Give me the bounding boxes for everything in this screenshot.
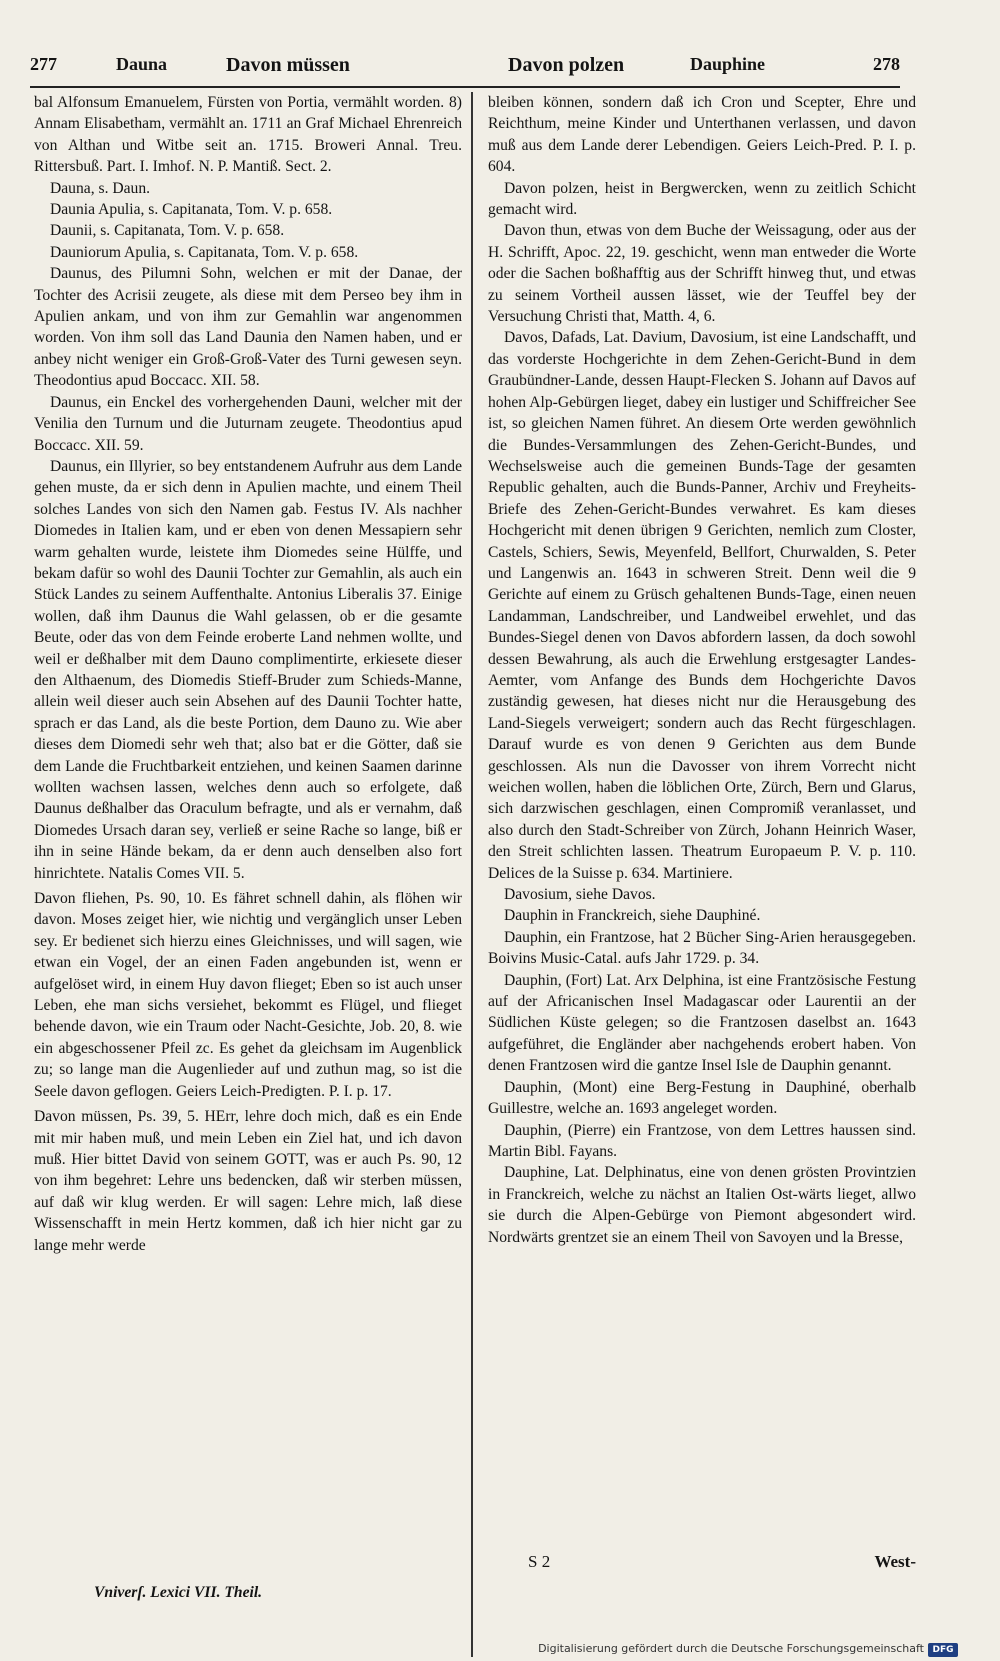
catchword-left: Davon müssen [226, 54, 350, 76]
entry-paragraph: Davon müssen, Ps. 39, 5. HErr, lehre doch mich, daß es ein Ende mit mir haben muß, und mein Leben ein Ziel hat, und ich davon muß. Hier bittet David von seinem GOTT, was er auch Ps. 90, 12 von ihm begehret: Lehre uns bedencken, daß wir sterben müssen, auf daß wir klug werden. Er will sagen: Lehre mich, laß diese Wissenschafft in mein Hertz kommen, daß ich hier nicht gar zu lange mehr werde [34, 1108, 462, 1254]
entry-paragraph: Dauniorum Apulia, s. Capitanata, Tom. V. p. 658. [50, 243, 359, 261]
entry-paragraph: Dauphin, (Pierre) ein Frantzose, von dem Lettres haussen sind. Martin Bibl. Fayans. [488, 1121, 916, 1160]
entry-paragraph: bal Alfonsum Emanuelem, Fürsten von Portia, vermählt worden. 8) Annam Elisabetham, vermählt an. 1711 an Graf Michael Ehrenreich von Althan und Witbe seit an. 1715. Broweri Annal. Treu. Rittersbuß. Part. I. Imhof. N. P. Mantiß. Sect. 2. [34, 94, 462, 176]
entry-paragraph: Daunia Apulia, s. Capitanata, Tom. V. p. 658. [50, 201, 333, 219]
entry-paragraph: Dauphin in Franckreich, siehe Dauphiné. [504, 907, 761, 925]
column-divider [471, 92, 473, 1657]
catchword-bottom: West- [874, 1552, 916, 1571]
entry-paragraph: Davon fliehen, Ps. 90, 10. Es fähret schnell dahin, als flöhen wir davon. Moses zeiget hier, wie nichtig und vergänglich unser Leben sey. Er bedienet sich hierzu eines Gleichnisses, und will sagen, wie etwan ein Vogel, der an einen Faden angebunden ist, wenn er aufgelöset wird, in einem Huy davon flieget; Eben so ist auch unser Leben, ehe man sichs versiehet, bekommt es Flügel, und flieget behende davon, wie ein Traum oder Nacht-Gesichte, Job. 20, 8. wie ein abgeschossener Pfeil zc. Es gehet da gleichsam im Augenblick zu; so lange man die Augenlieder auf und zuthun mag, so ist die Seele davon geflogen. Geiers Leich-Predigten. P. I. p. 17. [34, 890, 462, 1100]
volume-signature: Vniverſ. Lexici VII. Theil. [94, 1584, 263, 1601]
running-head [30, 48, 900, 84]
entry-paragraph: Davosium, siehe Davos. [504, 886, 656, 904]
header-rule [30, 86, 900, 88]
entry-paragraph: Dauphin, ein Frantzose, hat 2 Bücher Sing-Arien herausgegeben. Boivins Music-Catal. aufs Jahr 1729. p. 34. [488, 928, 916, 968]
entry-paragraph: Daunus, des Pilumni Sohn, welchen er mit der Danae, der Tochter des Acrisii zeugete, als diese mit dem Perseo bey ihm in Apulien ankam, und von ihm zur Gemahlin war angenommen worden. Von ihm soll das Land Daunia den Namen haben, und er anbey nicht weniger ein Groß-Groß-Vater des Turni gewesen seyn. Theodontius apud Boccacc. XII. 58. [34, 265, 462, 390]
entry-paragraph: Daunii, s. Capitanata, Tom. V. p. 658. [50, 222, 285, 240]
right-footer [488, 1552, 916, 1592]
entry-paragraph: Davon thun, etwas von dem Buche der Weissagung, oder aus der H. Schrifft, Apoc. 22, 19. geschicht, wenn man entweder die Worte oder die Sachen boßhafftig aus der Schrifft hinweg thut, und etwas zu seinem Vortheil aussen lässet, wie der Teuffel bey der Versuchung Christi that, Matth. 4, 6. [488, 222, 916, 326]
entry-paragraph: Dauna, s. Daun. [50, 179, 151, 197]
entry-paragraph: Davon polzen, heist in Bergwercken, wenn zu zeitlich Schicht gemacht wird. [488, 179, 916, 219]
entry-paragraph: bleiben können, sondern daß ich Cron und Scepter, Ehre und Reichthum, meine Kinder und Unterthanen verlassen, und davon muß aus dem Lande derer Lebendigen. Geiers Leich-Pred. P. I. p. 604. [488, 94, 916, 176]
entry-paragraph: Dauphin, (Fort) Lat. Arx Delphina, ist eine Frantzösische Festung auf der Africanischen Insel Madagascar oder Laurentii an der Südlichen Küste gelegen; so die Frantzosen daselbst an. 1643 aufgeführet, die Engländer aber nachgehends erobert haben. Von denen Frantzosen wird die gantze Insel Isle de Dauphin genannt. [488, 971, 916, 1075]
entry-paragraph: Davos, Dafads, Lat. Davium, Davosium, ist eine Landschafft, und das vorderste Hochgerichte in dem Zehen-Gericht-Bund in dem Graubündner-Lande, dessen Haupt-Flecken S. Johann auf Davos auf hohen Alp-Gebürgen lieget, dabey ein lustiger und Schiffreicher See ist, so gleichen Namen führet. An diesem Orte werden gewöhnlich die Bundes-Versammlungen des Zehen-Gericht-Bundes, und Wechselsweise auch die gemeinen Bunds-Tage der gesamten Republic gehalten, auch die Bunds-Panner, Archiv und Freyheits-Briefe des Zehen-Gericht-Bundes verwahret. Es kam dieses Hochgericht mit denen übrigen 9 Gerichten, nemlich zum Closter, Castels, Schiers, Sewis, Meyenfeld, Bellfort, Churwalden, S. Peter und Langenwis an. 1643 in schweren Streit. Denn weil die 9 Gerichte auf einem zu Grüsch gehaltenen Bunds-Tage, einen neuen Landamman, Landschreiber, und Landweibel erwehlet, und das Bundes-Siegel denen von Davos abfordern lassen, da doch sowohl dessen Bewahrung, als auch die Erwehlung erstgesagter Landes-Aemter, vom Anfange des Bunds dem Hochgerichte Davos zuständig gewesen, hat dieses nicht nur die Herausgebung des Land-Siegels verweigert; sondern auch das Recht fürgeschlagen. Darauf wurde es von denen 9 Gerichten aus dem Bunde geschlossen. Als nun die Davosser von ihrem Vorrecht nicht weichen wollen, haben die löblichen Orte, Zürch, Bern und Glarus, sich darzwischen geschlagen, einen Compromiß veranlasset, und also durch den Stadt-Schreiber von Zürch, Johann Heinrich Waser, den Streit schlichten lassen. Theatrum Europaeum P. V. p. 110. Delices de la Suisse p. 634. Martiniere. [488, 329, 916, 882]
head-word-left: Dauna [116, 54, 168, 74]
sheet-mark: S 2 [528, 1552, 551, 1571]
right-column [488, 92, 916, 1548]
page-number-left: 277 [30, 54, 57, 74]
page-number-right: 278 [873, 54, 900, 74]
entry-paragraph: Daunus, ein Illyrier, so bey entstandenem Aufruhr aus dem Lande gehen muste, da er sich denn in Apulien machte, und einem Theil solches Landes von sich den Namen gab. Festus IV. Als nachher Diomedes in Italien kam, und er eben von denen Messapiern sehr warm gehalten wurde, leistete ihm Diomedes seine Hülffe, und bekam dafür so wohl des Daunii Tochter zur Gemahlin, als auch ein Stück Landes zu seinem Auffenthalte. Antonius Liberalis 37. Einige wollen, daß ihm Daunus die Wahl gelassen, ob er die gesamte Beute, oder das von dem Feinde eroberte Land nehmen wollte, und weil er deßhalber mit dem Dauno complimentirte, erkiesete dieser den Althaenum, des Diomedis Stieff-Bruder zum Schieds-Manne, allein weil dieser auch sein Absehen auf des Daunii Tochter hatte, sprach er das Land, als die beste Portion, dem Dauno zu. Wie aber dieses dem Diomedi sehr weh that; also bat er die Götter, daß sie dem Lande die Fruchtbarkeit entziehen, und keinen Saamen darinne wollten wachsen lassen, welches denn auch so erfolgete, daß Daunus deßhalber das Oraculum befragte, und als er vernahm, daß Diomedes Ursach daran sey, verließ er seine Rache so lange, biß er ihn in seine Hände bekam, da er denn auch denselben also fort hinrichtete. Natalis Comes VII. 5. [34, 457, 462, 882]
catchword-right: Davon polzen [508, 54, 625, 76]
left-column [34, 92, 462, 1578]
entry-paragraph: Dauphin, (Mont) eine Berg-Festung in Dauphiné, oberhalb Guillestre, welche an. 1693 angeleget worden. [488, 1078, 916, 1118]
dfg-logo: DFG [928, 1643, 958, 1657]
entry-paragraph: Dauphine, Lat. Delphinatus, eine von denen grösten Provintzien in Franckreich, welche zu nächst an Italien Ost-wärts lieget, allwo sie durch die Alpen-Gebürge von Piemont abgesondert wird. Nordwärts grentzet sie an einem Theil von Savoyen und la Bresse, [488, 1164, 916, 1246]
entry-paragraph: Daunus, ein Enckel des vorhergehenden Dauni, welcher mit der Venilia den Turnum und die Juturnam zeugete. Theodontius apud Boccacc. XII. 59. [34, 393, 462, 454]
digitization-credit: Digitalisierung gefördert durch die Deutsche Forschungsgemeinschaft [538, 1642, 924, 1655]
head-word-right: Dauphine [690, 54, 766, 74]
